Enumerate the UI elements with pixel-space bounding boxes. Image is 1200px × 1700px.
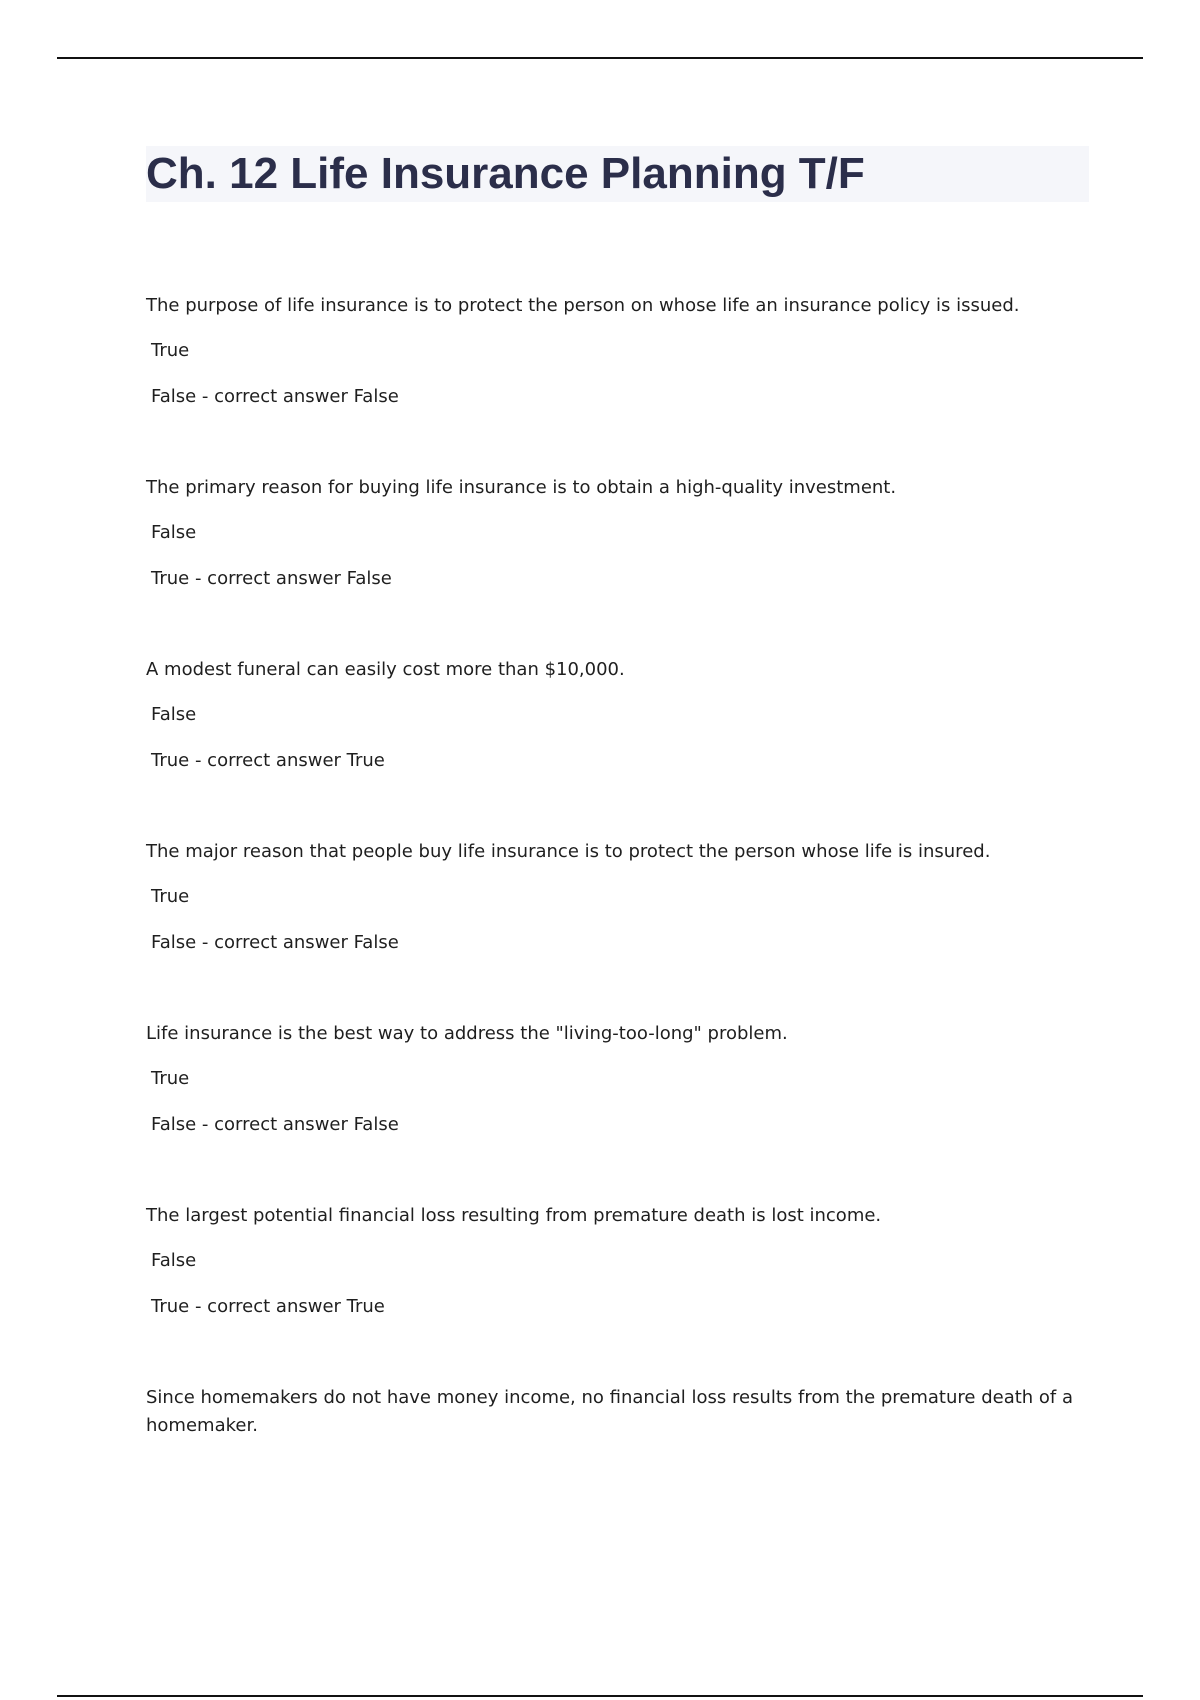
question-item (146, 656, 1089, 838)
document-body (146, 146, 1089, 1566)
answer-option: False (151, 522, 197, 543)
question-list (146, 292, 1089, 1566)
question-item (146, 1020, 1089, 1202)
answer-option-with-correct-answer: True - correct answer True (151, 750, 385, 771)
question-text: Life insurance is the best way to address the "living-too-long" problem. (146, 1023, 788, 1044)
answer-option-with-correct-answer: False - correct answer False (151, 1114, 399, 1135)
title-banner (146, 146, 1089, 202)
answer-option-with-correct-answer: True - correct answer False (151, 568, 392, 589)
answer-option: True (151, 1068, 190, 1089)
question-text: The major reason that people buy life insurance is to protect the person whose life is insured. (146, 841, 991, 862)
answer-option: False (151, 1250, 197, 1271)
answer-option: True (151, 340, 190, 361)
page-title: Ch. 12 Life Insurance Planning T/F (146, 149, 865, 198)
question-item (146, 1384, 1089, 1566)
answer-option-with-correct-answer: False - correct answer False (151, 386, 399, 407)
question-item (146, 292, 1089, 474)
answer-option: True (151, 886, 190, 907)
question-item (146, 1202, 1089, 1384)
bottom-rule (57, 1695, 1143, 1697)
question-text: The purpose of life insurance is to protect the person on whose life an insurance policy is issued. (146, 295, 1020, 316)
question-item (146, 838, 1089, 1020)
question-text: The primary reason for buying life insurance is to obtain a high-quality investment. (146, 477, 897, 498)
question-item (146, 474, 1089, 656)
answer-option-with-correct-answer: False - correct answer False (151, 932, 399, 953)
question-text: A modest funeral can easily cost more than $10,000. (146, 659, 625, 680)
top-rule (57, 57, 1143, 59)
answer-option: False (151, 704, 197, 725)
question-text: The largest potential financial loss resulting from premature death is lost income. (146, 1205, 882, 1226)
question-text: Since homemakers do not have money income, no financial loss results from the premature death of a homemaker. (146, 1387, 1074, 1436)
answer-option-with-correct-answer: True - correct answer True (151, 1296, 385, 1317)
